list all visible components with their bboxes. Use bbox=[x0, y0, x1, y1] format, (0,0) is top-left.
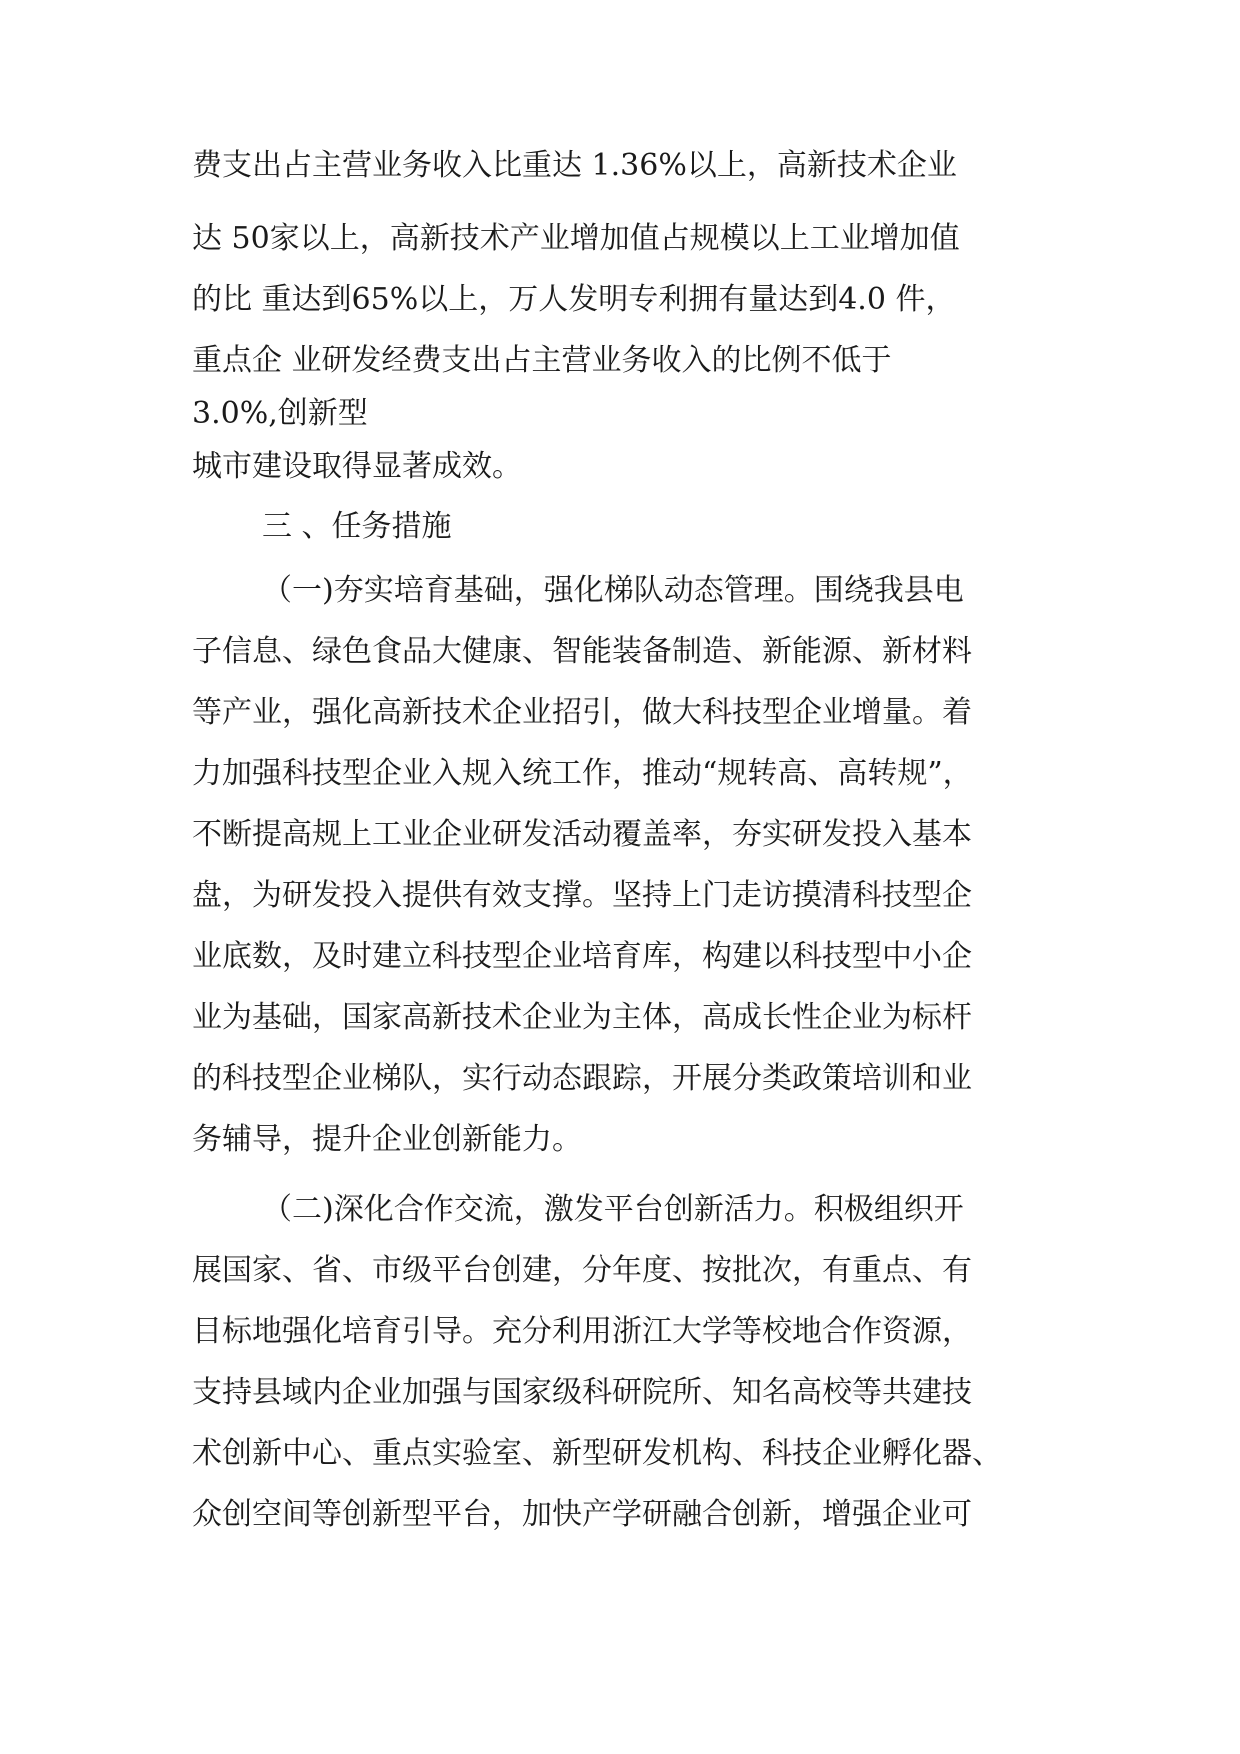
body-text-line: 目标地强化培育引导。充分利用浙江大学等校地合作资源， bbox=[192, 1314, 972, 1349]
body-text-line: 支持县域内企业加强与国家级科研院所、知名高校等共建技 bbox=[192, 1375, 972, 1410]
body-text-line: 业为基础，国家高新技术企业为主体，高成长性企业为标杆 bbox=[192, 1000, 972, 1035]
body-text-line: 的科技型企业梯队，实行动态跟踪，开展分类政策培训和业 bbox=[192, 1061, 972, 1096]
body-text-line: 术创新中心、重点实验室、新型研发机构、科技企业孵化器、 bbox=[192, 1436, 1002, 1471]
body-text-line: 城市建设取得显著成效。 bbox=[192, 449, 522, 484]
body-text-line: 等产业，强化高新技术企业招引，做大科技型企业增量。着 bbox=[192, 695, 972, 730]
body-text-line: 力加强科技型企业入规入统工作，推动“规转高、高转规”， bbox=[192, 756, 973, 791]
body-text-line: 务辅导，提升企业创新能力。 bbox=[192, 1122, 582, 1157]
section-heading: 三 、任务措施 bbox=[262, 509, 452, 544]
body-text-line: 的比 重达到65%以上，万人发明专利拥有量达到4.0 件， bbox=[192, 282, 956, 317]
body-text-line: 重点企 业研发经费支出占主营业务收入的比例不低于 bbox=[192, 343, 892, 378]
body-text-line: 业底数，及时建立科技型企业培育库，构建以科技型中小企 bbox=[192, 939, 972, 974]
body-text-line: 展国家、省、市级平台创建，分年度、按批次，有重点、有 bbox=[192, 1253, 972, 1288]
body-text-line: 盘，为研发投入提供有效支撑。坚持上门走访摸清科技型企 bbox=[192, 878, 972, 913]
body-text-line: 众创空间等创新型平台，加快产学研融合创新，增强企业可 bbox=[192, 1497, 972, 1532]
body-text-line: （二)深化合作交流，激发平台创新活力。积极组织开 bbox=[262, 1192, 964, 1227]
body-text-line: 子信息、绿色食品大健康、智能装备制造、新能源、新材料 bbox=[192, 634, 972, 669]
body-text-line: 达 50家以上，高新技术产业增加值占规模以上工业增加值 bbox=[192, 221, 960, 256]
body-text-line: （一)夯实培育基础，强化梯队动态管理。围绕我县电 bbox=[262, 573, 964, 608]
body-text-line: 费支出占主营业务收入比重达 1.36%以上，高新技术企业 bbox=[192, 148, 957, 183]
body-text-line: 3.0%,创新型 bbox=[192, 396, 368, 431]
body-text-line: 不断提高规上工业企业研发活动覆盖率，夯实研发投入基本 bbox=[192, 817, 972, 852]
